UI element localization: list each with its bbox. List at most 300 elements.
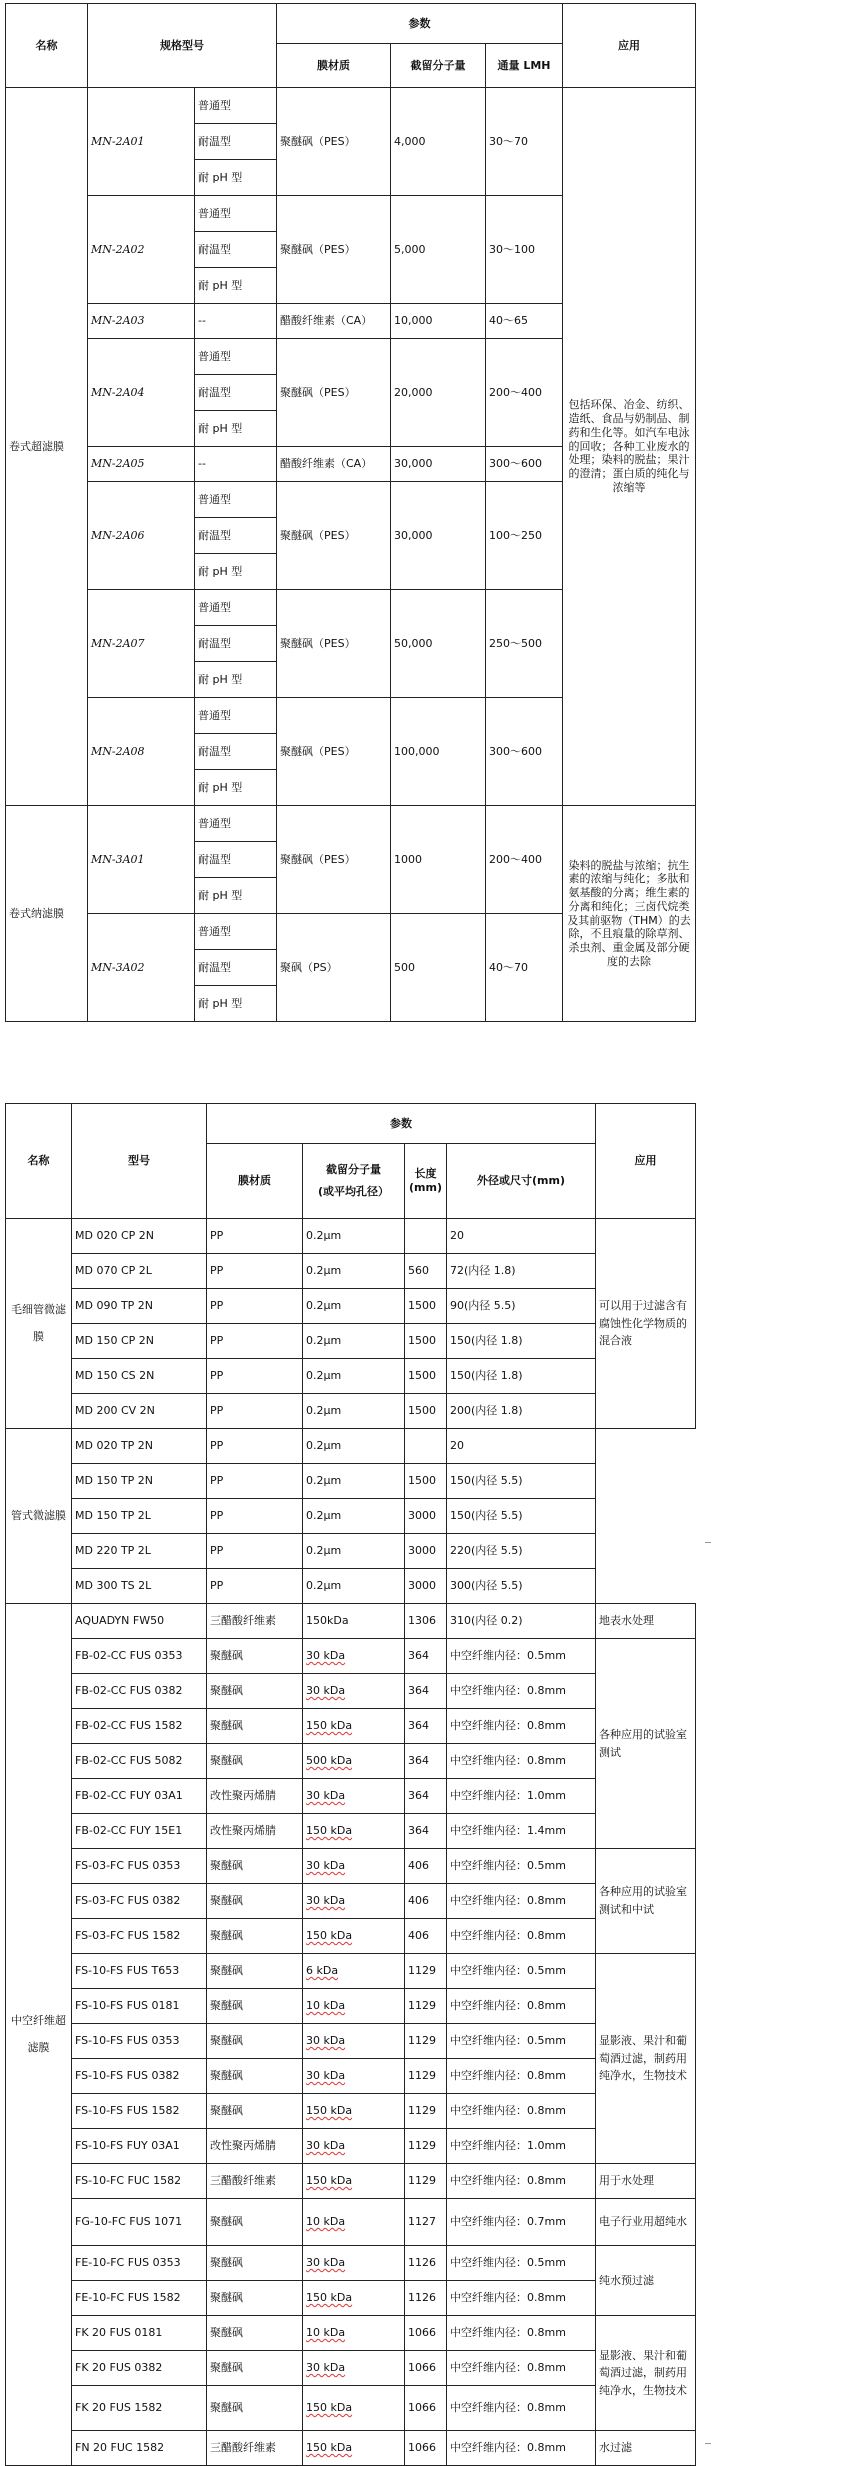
od-cell: 中空纤维内径：0.8mm (447, 2431, 596, 2466)
mwco-cell (303, 1499, 405, 1534)
od-cell: 20 (447, 1219, 596, 1254)
table-row (6, 1779, 696, 1814)
mwco-cell (303, 1674, 405, 1709)
material-cell: 聚醚砜 (207, 1709, 303, 1744)
membrane-product-table (5, 1103, 696, 2466)
table-row (6, 1814, 696, 1849)
col-od-header: 外径或尺寸(mm) (447, 1144, 596, 1219)
application-cell: 电子行业用超纯水 (596, 2199, 696, 2246)
length-cell: 364 (405, 1779, 447, 1814)
table-row (6, 2199, 696, 2246)
mwco-value: 30 kDa (306, 1649, 346, 1663)
length-cell (405, 1429, 447, 1464)
type-cell: 耐温型 (195, 950, 277, 986)
material-cell: PP (207, 1394, 303, 1429)
mwco-cell (303, 1814, 405, 1849)
mwco-cell (303, 1709, 405, 1744)
length-cell: 1127 (405, 2199, 447, 2246)
mwco-cell (303, 1254, 405, 1289)
od-cell: 中空纤维内径：0.8mm (447, 1919, 596, 1954)
mwco-cell (303, 2199, 405, 2246)
length-cell: 3000 (405, 1534, 447, 1569)
od-cell: 中空纤维内径：0.5mm (447, 1639, 596, 1674)
flux-cell: 100～250 (486, 482, 563, 590)
model-cell: FE-10-FC FUS 1582 (72, 2281, 207, 2316)
type-cell: 普通型 (195, 698, 277, 734)
mwco-cell (303, 1954, 405, 1989)
type-cell: 普通型 (195, 196, 277, 232)
model-cell: FS-10-FS FUY 03A1 (72, 2129, 207, 2164)
length-cell: 364 (405, 1639, 447, 1674)
material-cell: 聚醚砜 (207, 1989, 303, 2024)
table-row (6, 1849, 696, 1884)
type-cell: 普通型 (195, 590, 277, 626)
length-cell: 1129 (405, 1954, 447, 1989)
material-cell: PP (207, 1324, 303, 1359)
table-row (6, 1884, 696, 1919)
table-row (6, 2281, 696, 2316)
model-cell: MD 150 TP 2N (72, 1464, 207, 1499)
mwco-value: 30 kDa (306, 1894, 346, 1908)
mwco-cell: 50,000 (391, 590, 486, 698)
mwco-value: 30 kDa (306, 1684, 346, 1698)
type-cell: 耐温型 (195, 124, 277, 160)
mwco-header-label: 截留分子量 (326, 1163, 381, 1177)
mwco-cell: 10,000 (391, 304, 486, 339)
od-cell: 中空纤维内径：0.8mm (447, 2316, 596, 2351)
mwco-cell (303, 2281, 405, 2316)
model-cell: FS-03-FC FUS 0353 (72, 1849, 207, 1884)
model-cell: FB-02-CC FUS 5082 (72, 1744, 207, 1779)
mwco-header-sub: (或平均孔径） (317, 1185, 390, 1198)
mwco-cell (303, 1219, 405, 1254)
material-cell: 聚醚砜（PES） (277, 88, 391, 196)
application-cell: 染料的脱盐与浓缩；抗生素的浓缩与纯化；多肽和氨基酸的分离；维生素的分离和纯化；三卤代烷类及其前驱物（THM）的去除，不且痕量的除草剂、杀虫剂、重金属及部分硬度的去除 (563, 806, 696, 1022)
mwco-cell (303, 1884, 405, 1919)
model-cell: FS-10-FS FUS 0181 (72, 1989, 207, 2024)
header-row (6, 1104, 696, 1144)
model-cell: MD 150 CP 2N (72, 1324, 207, 1359)
application-cell: 各种应用的试验室测试 (596, 1639, 696, 1849)
length-cell: 1129 (405, 2129, 447, 2164)
length-cell: 1306 (405, 1604, 447, 1639)
model-cell: FB-02-CC FUS 1582 (72, 1709, 207, 1744)
mwco-cell: 500 (391, 914, 486, 1022)
od-cell: 中空纤维内径：0.8mm (447, 1709, 596, 1744)
mwco-value: 150 kDa (306, 2174, 353, 2188)
length-cell: 364 (405, 1744, 447, 1779)
model-cell: MD 200 CV 2N (72, 1394, 207, 1429)
model-cell: MD 020 CP 2N (72, 1219, 207, 1254)
type-cell: 耐温型 (195, 734, 277, 770)
mwco-value: 30 kDa (306, 1859, 346, 1873)
od-cell: 150(内径 5.5) (447, 1464, 596, 1499)
material-cell: 聚醚砜 (207, 2386, 303, 2431)
flux-cell: 40～70 (486, 914, 563, 1022)
mwco-cell (303, 1919, 405, 1954)
table-row (6, 806, 696, 842)
mwco-value: 10 kDa (306, 2215, 346, 2229)
col-flux-header: 通量 LMH (486, 44, 563, 88)
length-cell: 1500 (405, 1324, 447, 1359)
od-cell: 150(内径 1.8) (447, 1359, 596, 1394)
model-cell: MD 090 TP 2N (72, 1289, 207, 1324)
table-row (6, 2059, 696, 2094)
mwco-value: 0.2μm (306, 1229, 342, 1243)
table-row (6, 2431, 696, 2466)
length-cell: 1500 (405, 1464, 447, 1499)
mwco-value: 150kDa (306, 1614, 349, 1628)
material-cell: PP (207, 1289, 303, 1324)
group-name-cell: 卷式超滤膜 (6, 88, 88, 806)
od-cell: 中空纤维内径：0.5mm (447, 1849, 596, 1884)
application-cell: 各种应用的试验室测试和中试 (596, 1849, 696, 1954)
col-material-header: 膜材质 (207, 1144, 303, 1219)
mwco-cell (303, 2024, 405, 2059)
mwco-value: 30 kDa (306, 2139, 346, 2153)
mwco-cell (303, 1464, 405, 1499)
col-model-header: 规格型号 (88, 4, 277, 88)
mwco-cell (303, 2164, 405, 2199)
length-cell: 560 (405, 1254, 447, 1289)
col-name-header: 名称 (6, 4, 88, 88)
page-edge-mark (705, 2443, 711, 2444)
length-cell: 406 (405, 1884, 447, 1919)
params-header: 参数 (277, 4, 563, 44)
length-cell: 1500 (405, 1394, 447, 1429)
table-row (6, 1989, 696, 2024)
table-row (6, 1954, 696, 1989)
material-cell: 聚醚砜 (207, 2351, 303, 2386)
mwco-value: 30 kDa (306, 2256, 346, 2270)
material-cell: 改性聚丙烯腈 (207, 1814, 303, 1849)
od-cell: 200(内径 1.8) (447, 1394, 596, 1429)
type-cell: 普通型 (195, 914, 277, 950)
length-cell: 1129 (405, 2164, 447, 2199)
col-mwco-header (303, 1144, 405, 1219)
table-row (6, 1709, 696, 1744)
od-cell: 300(内径 5.5) (447, 1569, 596, 1604)
mwco-cell (303, 1989, 405, 2024)
length-cell (405, 1219, 447, 1254)
length-cell: 1126 (405, 2246, 447, 2281)
length-cell: 406 (405, 1849, 447, 1884)
material-cell: 聚醚砜 (207, 1849, 303, 1884)
application-cell: 可以用于过滤含有腐蚀性化学物质的混合液 (596, 1219, 696, 1429)
material-cell: 改性聚丙烯腈 (207, 1779, 303, 1814)
od-cell: 中空纤维内径：0.8mm (447, 1674, 596, 1709)
mwco-value: 0.2μm (306, 1579, 342, 1593)
material-cell: 聚醚砜（PES） (277, 339, 391, 447)
length-cell: 406 (405, 1919, 447, 1954)
od-cell: 150(内径 1.8) (447, 1324, 596, 1359)
od-cell: 90(内径 5.5) (447, 1289, 596, 1324)
spiral-membrane-table (5, 3, 696, 1022)
mwco-value: 150 kDa (306, 2401, 353, 2415)
material-cell: 三醋酸纤维素 (207, 2431, 303, 2466)
table-row (6, 2129, 696, 2164)
length-cell: 1500 (405, 1289, 447, 1324)
length-cell: 1500 (405, 1359, 447, 1394)
model-cell: AQUADYN FW50 (72, 1604, 207, 1639)
table-row (6, 2094, 696, 2129)
material-cell: 聚醚砜 (207, 1744, 303, 1779)
mwco-cell (303, 1289, 405, 1324)
mwco-cell (303, 1849, 405, 1884)
flux-cell: 200～400 (486, 806, 563, 914)
model-cell: FE-10-FC FUS 0353 (72, 2246, 207, 2281)
material-cell: 聚醚砜（PES） (277, 196, 391, 304)
length-cell: 1129 (405, 2094, 447, 2129)
table-row (6, 1289, 696, 1324)
length-cell: 1126 (405, 2281, 447, 2316)
mwco-cell: 30,000 (391, 482, 486, 590)
mwco-cell (303, 2431, 405, 2466)
material-cell: PP (207, 1569, 303, 1604)
material-cell: PP (207, 1359, 303, 1394)
mwco-cell (303, 1779, 405, 1814)
application-cell: 显影液、果汁和葡萄酒过滤，制药用纯净水，生物技术 (596, 2316, 696, 2431)
type-cell: 耐 pH 型 (195, 160, 277, 196)
model-cell: FK 20 FUS 0382 (72, 2351, 207, 2386)
model-cell: FB-02-CC FUY 03A1 (72, 1779, 207, 1814)
mwco-value: 150 kDa (306, 1824, 353, 1838)
flux-cell: 30～100 (486, 196, 563, 304)
table-row (6, 88, 696, 124)
type-cell: 普通型 (195, 806, 277, 842)
model-cell: FK 20 FUS 1582 (72, 2386, 207, 2431)
od-cell: 中空纤维内径：0.7mm (447, 2199, 596, 2246)
mwco-cell (303, 2246, 405, 2281)
od-cell: 中空纤维内径：0.8mm (447, 1884, 596, 1919)
mwco-value: 0.2μm (306, 1509, 342, 1523)
od-cell: 中空纤维内径：1.4mm (447, 1814, 596, 1849)
model-cell: FS-10-FS FUS 0382 (72, 2059, 207, 2094)
length-cell: 364 (405, 1709, 447, 1744)
type-cell: -- (195, 447, 277, 482)
mwco-cell (303, 1324, 405, 1359)
model-cell: MN-2A08 (88, 698, 195, 806)
table-row (6, 1604, 696, 1639)
model-cell: FS-10-FS FUS 1582 (72, 2094, 207, 2129)
model-cell: FS-03-FC FUS 0382 (72, 1884, 207, 1919)
material-cell: 醋酸纤维素（CA） (277, 447, 391, 482)
model-cell: MD 070 CP 2L (72, 1254, 207, 1289)
application-cell: 纯水预过滤 (596, 2246, 696, 2316)
model-cell: MN-2A02 (88, 196, 195, 304)
od-cell: 中空纤维内径：0.8mm (447, 1989, 596, 2024)
table-row (6, 1639, 696, 1674)
material-cell: 三醋酸纤维素 (207, 1604, 303, 1639)
type-cell: 耐温型 (195, 626, 277, 662)
type-cell: 普通型 (195, 88, 277, 124)
length-cell: 364 (405, 1674, 447, 1709)
mwco-cell (303, 2059, 405, 2094)
mwco-value: 10 kDa (306, 2326, 346, 2340)
material-cell: 聚醚砜 (207, 1919, 303, 1954)
mwco-cell: 5,000 (391, 196, 486, 304)
mwco-cell (303, 1534, 405, 1569)
params-header: 参数 (207, 1104, 596, 1144)
application-cell: 水过滤 (596, 2431, 696, 2466)
model-cell: MN-2A04 (88, 339, 195, 447)
table-row (6, 1499, 696, 1534)
col-model-header: 型号 (72, 1104, 207, 1219)
mwco-cell (303, 1604, 405, 1639)
mwco-cell: 1000 (391, 806, 486, 914)
od-cell: 中空纤维内径：0.8mm (447, 2351, 596, 2386)
mwco-cell: 30,000 (391, 447, 486, 482)
mwco-cell (303, 1429, 405, 1464)
flux-cell: 30～70 (486, 88, 563, 196)
type-cell: -- (195, 304, 277, 339)
material-cell: 聚醚砜 (207, 2246, 303, 2281)
mwco-value: 0.2μm (306, 1404, 342, 1418)
table-row (6, 1674, 696, 1709)
mwco-cell (303, 2129, 405, 2164)
od-cell: 中空纤维内径：0.5mm (447, 2024, 596, 2059)
model-cell: MN-2A05 (88, 447, 195, 482)
type-cell: 耐 pH 型 (195, 770, 277, 806)
table-row (6, 2246, 696, 2281)
material-cell: 聚醚砜 (207, 2316, 303, 2351)
length-cell: 364 (405, 1814, 447, 1849)
od-cell: 中空纤维内径：1.0mm (447, 1779, 596, 1814)
header-row (6, 4, 696, 44)
mwco-value: 0.2μm (306, 1299, 342, 1313)
mwco-cell (303, 2094, 405, 2129)
type-cell: 耐 pH 型 (195, 986, 277, 1022)
mwco-cell (303, 1394, 405, 1429)
table-row (6, 1254, 696, 1289)
model-cell: MN-3A01 (88, 806, 195, 914)
mwco-value: 0.2μm (306, 1369, 342, 1383)
material-cell: 聚醚砜 (207, 2094, 303, 2129)
model-cell: FK 20 FUS 0181 (72, 2316, 207, 2351)
od-cell: 310(内径 0.2) (447, 1604, 596, 1639)
material-cell: 聚醚砜 (207, 2059, 303, 2094)
model-cell: MN-2A06 (88, 482, 195, 590)
length-cell: 3000 (405, 1569, 447, 1604)
material-cell: 聚醚砜（PES） (277, 698, 391, 806)
material-cell: 改性聚丙烯腈 (207, 2129, 303, 2164)
model-cell: FS-10-FS FUS 0353 (72, 2024, 207, 2059)
type-cell: 耐温型 (195, 232, 277, 268)
model-cell: MD 020 TP 2N (72, 1429, 207, 1464)
mwco-value: 150 kDa (306, 2104, 353, 2118)
length-cell: 1066 (405, 2316, 447, 2351)
mwco-value: 0.2μm (306, 1264, 342, 1278)
material-cell: 聚醚砜 (207, 1954, 303, 1989)
flux-cell: 300～600 (486, 698, 563, 806)
length-cell: 1066 (405, 2351, 447, 2386)
model-cell: MN-3A02 (88, 914, 195, 1022)
model-cell: MD 300 TS 2L (72, 1569, 207, 1604)
mwco-cell (303, 2316, 405, 2351)
mwco-value: 30 kDa (306, 2034, 346, 2048)
material-cell: PP (207, 1534, 303, 1569)
od-cell: 中空纤维内径：0.8mm (447, 1744, 596, 1779)
mwco-value: 30 kDa (306, 2361, 346, 2375)
mwco-value: 30 kDa (306, 2069, 346, 2083)
model-cell: FB-02-CC FUS 0353 (72, 1639, 207, 1674)
mwco-value: 150 kDa (306, 2291, 353, 2305)
length-cell: 1129 (405, 1989, 447, 2024)
group-name-cell: 卷式纳滤膜 (6, 806, 88, 1022)
material-cell: 聚砜（PS） (277, 914, 391, 1022)
col-application-header: 应用 (596, 1104, 696, 1219)
col-mwco-header: 截留分子量 (391, 44, 486, 88)
mwco-cell (303, 1639, 405, 1674)
material-cell: 聚醚砜 (207, 2281, 303, 2316)
material-cell: 聚醚砜 (207, 2024, 303, 2059)
type-cell: 耐 pH 型 (195, 878, 277, 914)
od-cell: 中空纤维内径：0.8mm (447, 2281, 596, 2316)
od-cell: 中空纤维内径：0.8mm (447, 2059, 596, 2094)
length-cell: 3000 (405, 1499, 447, 1534)
od-cell: 中空纤维内径：0.5mm (447, 2246, 596, 2281)
mwco-cell (303, 1569, 405, 1604)
page-edge-mark (705, 1542, 711, 1543)
table-row (6, 1919, 696, 1954)
mwco-cell (303, 1744, 405, 1779)
model-cell: MN-2A03 (88, 304, 195, 339)
material-cell: 聚醚砜（PES） (277, 590, 391, 698)
material-cell: 聚醚砜 (207, 1884, 303, 1919)
material-cell: 聚醚砜 (207, 1639, 303, 1674)
flux-cell: 200～400 (486, 339, 563, 447)
flux-cell: 300～600 (486, 447, 563, 482)
type-cell: 耐温型 (195, 842, 277, 878)
type-cell: 耐温型 (195, 375, 277, 411)
length-cell: 1066 (405, 2386, 447, 2431)
flux-cell: 250～500 (486, 590, 563, 698)
col-length-header: 长度(mm) (405, 1144, 447, 1219)
material-cell: PP (207, 1429, 303, 1464)
length-cell: 1129 (405, 2024, 447, 2059)
mwco-cell: 20,000 (391, 339, 486, 447)
application-cell: 用于水处理 (596, 2164, 696, 2199)
od-cell: 220(内径 5.5) (447, 1534, 596, 1569)
group-name-cell: 中空纤维超滤膜 (6, 1604, 72, 2466)
mwco-cell (303, 2351, 405, 2386)
mwco-value: 0.2μm (306, 1334, 342, 1348)
mwco-value: 150 kDa (306, 1719, 353, 1733)
mwco-value: 30 kDa (306, 1789, 346, 1803)
group-name-cell: 管式微滤膜 (6, 1429, 72, 1604)
type-cell: 耐 pH 型 (195, 268, 277, 304)
table-row (6, 1219, 696, 1254)
material-cell: PP (207, 1464, 303, 1499)
mwco-cell: 4,000 (391, 88, 486, 196)
table-row (6, 1429, 696, 1464)
type-cell: 耐 pH 型 (195, 554, 277, 590)
table-row (6, 1569, 696, 1604)
table-row (6, 1324, 696, 1359)
mwco-value: 0.2μm (306, 1439, 342, 1453)
material-cell: PP (207, 1219, 303, 1254)
model-cell: FN 20 FUC 1582 (72, 2431, 207, 2466)
length-cell: 1066 (405, 2431, 447, 2466)
material-cell: 三醋酸纤维素 (207, 2164, 303, 2199)
mwco-value: 150 kDa (306, 1929, 353, 1943)
model-cell: FG-10-FC FUS 1071 (72, 2199, 207, 2246)
od-cell: 中空纤维内径：0.5mm (447, 1954, 596, 1989)
model-cell: FS-10-FC FUC 1582 (72, 2164, 207, 2199)
od-cell: 150(内径 5.5) (447, 1499, 596, 1534)
material-cell: PP (207, 1254, 303, 1289)
table-row (6, 1744, 696, 1779)
